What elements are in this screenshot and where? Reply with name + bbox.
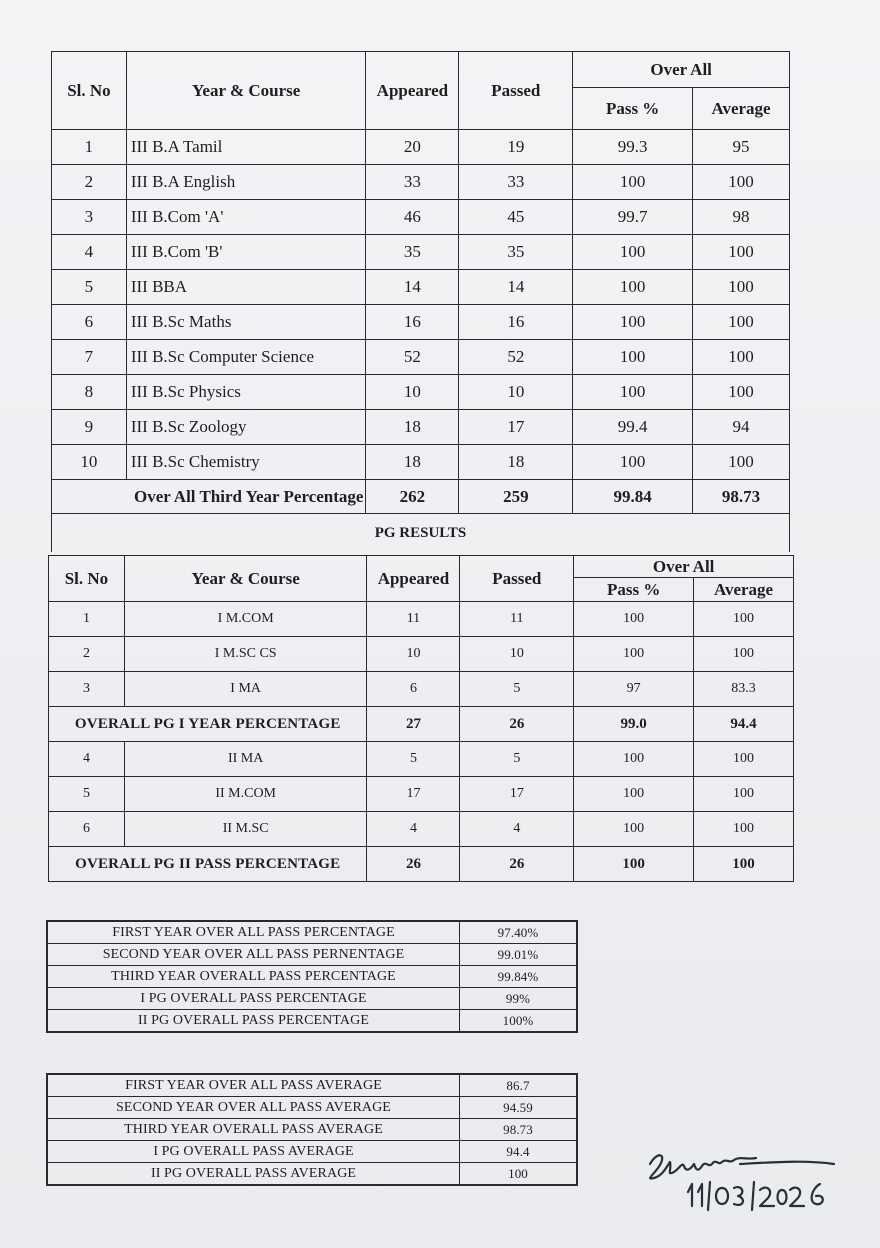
pg-appeared-cell: 10 xyxy=(367,637,460,672)
pg-passed-cell: 4 xyxy=(460,812,574,847)
ug-passed-cell: 19 xyxy=(459,130,573,165)
ug-average-cell: 100 xyxy=(693,340,790,375)
pg-pass-pct-cell: 100 xyxy=(574,777,694,812)
table-row xyxy=(52,200,790,235)
pg-average-cell: 100 xyxy=(694,812,794,847)
ug-course-cell: III B.Sc Zoology xyxy=(126,410,366,445)
table-row xyxy=(49,637,794,672)
ug-pass-pct-cell: 99.3 xyxy=(573,130,693,165)
table-row xyxy=(49,672,794,707)
pg-header-course: Year & Course xyxy=(124,556,367,602)
ug-average-cell: 100 xyxy=(693,270,790,305)
ug-passed-cell: 52 xyxy=(459,340,573,375)
pass-pct-summary-label: FIRST YEAR OVER ALL PASS PERCENTAGE xyxy=(47,921,460,944)
pg-appeared-cell: 6 xyxy=(367,672,460,707)
ug-total-appeared: 262 xyxy=(366,480,459,514)
header-passed: Passed xyxy=(459,52,573,130)
ug-appeared-cell: 18 xyxy=(366,445,459,480)
pass-pct-summary-value: 99% xyxy=(460,988,578,1010)
pass-avg-summary-label: SECOND YEAR OVER ALL PASS AVERAGE xyxy=(47,1097,460,1119)
ug-average-cell: 100 xyxy=(693,445,790,480)
pg2-total-appeared: 26 xyxy=(367,847,460,882)
pass-avg-summary-value: 86.7 xyxy=(460,1074,578,1097)
ug-sl-no-cell: 5 xyxy=(52,270,127,305)
pg-course-cell: II M.COM xyxy=(124,777,367,812)
pg-course-cell: II M.SC xyxy=(124,812,367,847)
pg2-total-row xyxy=(49,847,794,882)
pg-appeared-cell: 11 xyxy=(367,602,460,637)
pg1-total-passed: 26 xyxy=(460,707,574,742)
ug-total-pass-pct: 99.84 xyxy=(573,480,693,514)
ug-course-cell: III BBA xyxy=(126,270,366,305)
ug-passed-cell: 18 xyxy=(459,445,573,480)
ug-passed-cell: 35 xyxy=(459,235,573,270)
table-row xyxy=(49,742,794,777)
ug-pass-pct-cell: 99.4 xyxy=(573,410,693,445)
ug-average-cell: 94 xyxy=(693,410,790,445)
header-average: Average xyxy=(693,88,790,130)
table-row xyxy=(47,988,577,1010)
ug-pass-pct-cell: 100 xyxy=(573,305,693,340)
ug-total-label: Over All Third Year Percentage xyxy=(52,480,366,514)
pass-pct-summary-value: 99.01% xyxy=(460,944,578,966)
pg-passed-cell: 17 xyxy=(460,777,574,812)
ug-appeared-cell: 18 xyxy=(366,410,459,445)
ug-appeared-cell: 52 xyxy=(366,340,459,375)
pass-pct-summary-value: 100% xyxy=(460,1010,578,1033)
ug-appeared-cell: 20 xyxy=(366,130,459,165)
table-row xyxy=(52,165,790,200)
ug-average-cell: 100 xyxy=(693,235,790,270)
ug-average-cell: 98 xyxy=(693,200,790,235)
pg-pass-pct-cell: 100 xyxy=(574,637,694,672)
pg-header-overall: Over All xyxy=(574,556,794,578)
ug-pass-pct-cell: 100 xyxy=(573,165,693,200)
ug-sl-no-cell: 9 xyxy=(52,410,127,445)
pg-header-pass-pct: Pass % xyxy=(574,578,694,602)
pg-header-sl-no: Sl. No xyxy=(49,556,125,602)
pg2-total-pass-pct: 100 xyxy=(574,847,694,882)
pg-sl-no-cell: 5 xyxy=(49,777,125,812)
pass-avg-summary-label: I PG OVERALL PASS AVERAGE xyxy=(47,1141,460,1163)
pg-results-table xyxy=(48,555,794,882)
pg-passed-cell: 5 xyxy=(460,742,574,777)
pg1-total-average: 94.4 xyxy=(694,707,794,742)
table-row xyxy=(47,1119,577,1141)
ug-sl-no-cell: 1 xyxy=(52,130,127,165)
table-row xyxy=(52,130,790,165)
ug-results-table xyxy=(51,51,790,552)
pass-pct-summary-value: 97.40% xyxy=(460,921,578,944)
ug-sl-no-cell: 8 xyxy=(52,375,127,410)
ug-pass-pct-cell: 100 xyxy=(573,270,693,305)
pass-pct-summary-value: 99.84% xyxy=(460,966,578,988)
pg-pass-pct-cell: 100 xyxy=(574,742,694,777)
pass-pct-summary-label: I PG OVERALL PASS PERCENTAGE xyxy=(47,988,460,1010)
ug-course-cell: III B.Com 'A' xyxy=(126,200,366,235)
pg-passed-cell: 11 xyxy=(460,602,574,637)
pg-sl-no-cell: 2 xyxy=(49,637,125,672)
ug-pass-pct-cell: 100 xyxy=(573,375,693,410)
ug-course-cell: III B.Sc Computer Science xyxy=(126,340,366,375)
table-row xyxy=(52,340,790,375)
table-row xyxy=(49,812,794,847)
pg-passed-cell: 5 xyxy=(460,672,574,707)
header-course: Year & Course xyxy=(126,52,366,130)
pg-average-cell: 100 xyxy=(694,602,794,637)
table-row xyxy=(52,410,790,445)
pass-avg-summary-label: FIRST YEAR OVER ALL PASS AVERAGE xyxy=(47,1074,460,1097)
ug-course-cell: III B.Sc Physics xyxy=(126,375,366,410)
pg-sl-no-cell: 3 xyxy=(49,672,125,707)
header-pass-pct: Pass % xyxy=(573,88,693,130)
table-row xyxy=(49,777,794,812)
pg-course-cell: II MA xyxy=(124,742,367,777)
pg1-total-label: OVERALL PG I YEAR PERCENTAGE xyxy=(49,707,367,742)
ug-appeared-cell: 46 xyxy=(366,200,459,235)
pass-avg-summary-value: 94.59 xyxy=(460,1097,578,1119)
ug-sl-no-cell: 6 xyxy=(52,305,127,340)
pg-average-cell: 100 xyxy=(694,742,794,777)
table-row xyxy=(52,375,790,410)
pass-pct-summary-label: II PG OVERALL PASS PERCENTAGE xyxy=(47,1010,460,1033)
pg-header-average: Average xyxy=(694,578,794,602)
ug-course-cell: III B.Sc Chemistry xyxy=(126,445,366,480)
ug-average-cell: 100 xyxy=(693,375,790,410)
pg2-total-label: OVERALL PG II PASS PERCENTAGE xyxy=(49,847,367,882)
pg-pass-pct-cell: 100 xyxy=(574,812,694,847)
table-row xyxy=(52,235,790,270)
ug-appeared-cell: 16 xyxy=(366,305,459,340)
ug-passed-cell: 16 xyxy=(459,305,573,340)
handwritten-signature xyxy=(636,1140,866,1220)
pg-sl-no-cell: 4 xyxy=(49,742,125,777)
table-row xyxy=(47,1163,577,1186)
ug-passed-cell: 17 xyxy=(459,410,573,445)
header-sl-no: Sl. No xyxy=(52,52,127,130)
pass-avg-summary-value: 100 xyxy=(460,1163,578,1186)
ug-sl-no-cell: 10 xyxy=(52,445,127,480)
pg-average-cell: 100 xyxy=(694,637,794,672)
pg2-total-passed: 26 xyxy=(460,847,574,882)
table-row xyxy=(52,270,790,305)
pg1-total-pass-pct: 99.0 xyxy=(574,707,694,742)
table-row xyxy=(52,445,790,480)
table-row xyxy=(47,1010,577,1033)
pass-avg-summary-value: 94.4 xyxy=(460,1141,578,1163)
pass-percentage-summary-table xyxy=(46,920,578,1033)
pg-pass-pct-cell: 97 xyxy=(574,672,694,707)
table-row xyxy=(47,944,577,966)
pass-pct-summary-label: SECOND YEAR OVER ALL PASS PERNENTAGE xyxy=(47,944,460,966)
pass-avg-summary-label: THIRD YEAR OVERALL PASS AVERAGE xyxy=(47,1119,460,1141)
table-row xyxy=(47,921,577,944)
table-row xyxy=(47,966,577,988)
ug-average-cell: 100 xyxy=(693,305,790,340)
ug-course-cell: III B.Com 'B' xyxy=(126,235,366,270)
pg-course-cell: I M.SC CS xyxy=(124,637,367,672)
ug-pass-pct-cell: 100 xyxy=(573,445,693,480)
table-row xyxy=(47,1097,577,1119)
ug-appeared-cell: 14 xyxy=(366,270,459,305)
ug-sl-no-cell: 4 xyxy=(52,235,127,270)
pg-header-passed: Passed xyxy=(460,556,574,602)
ug-pass-pct-cell: 99.7 xyxy=(573,200,693,235)
pg-header-appeared: Appeared xyxy=(367,556,460,602)
pass-avg-summary-label: II PG OVERALL PASS AVERAGE xyxy=(47,1163,460,1186)
table-row xyxy=(52,305,790,340)
ug-appeared-cell: 33 xyxy=(366,165,459,200)
ug-pass-pct-cell: 100 xyxy=(573,340,693,375)
ug-total-row xyxy=(52,480,790,514)
ug-appeared-cell: 10 xyxy=(366,375,459,410)
pg-sl-no-cell: 1 xyxy=(49,602,125,637)
ug-sl-no-cell: 3 xyxy=(52,200,127,235)
ug-total-passed: 259 xyxy=(459,480,573,514)
pg1-total-appeared: 27 xyxy=(367,707,460,742)
ug-passed-cell: 45 xyxy=(459,200,573,235)
pg-appeared-cell: 17 xyxy=(367,777,460,812)
pass-average-summary-table xyxy=(46,1073,578,1186)
ug-total-average: 98.73 xyxy=(693,480,790,514)
header-appeared: Appeared xyxy=(366,52,459,130)
ug-passed-cell: 14 xyxy=(459,270,573,305)
header-overall: Over All xyxy=(573,52,790,88)
ug-passed-cell: 10 xyxy=(459,375,573,410)
ug-course-cell: III B.A English xyxy=(126,165,366,200)
ug-average-cell: 95 xyxy=(693,130,790,165)
pg-sl-no-cell: 6 xyxy=(49,812,125,847)
pg2-total-average: 100 xyxy=(694,847,794,882)
pg-course-cell: I M.COM xyxy=(124,602,367,637)
ug-appeared-cell: 35 xyxy=(366,235,459,270)
pg-course-cell: I MA xyxy=(124,672,367,707)
ug-sl-no-cell: 7 xyxy=(52,340,127,375)
pg-average-cell: 83.3 xyxy=(694,672,794,707)
ug-course-cell: III B.Sc Maths xyxy=(126,305,366,340)
ug-average-cell: 100 xyxy=(693,165,790,200)
pg-pass-pct-cell: 100 xyxy=(574,602,694,637)
ug-passed-cell: 33 xyxy=(459,165,573,200)
table-row xyxy=(47,1074,577,1097)
pass-avg-summary-value: 98.73 xyxy=(460,1119,578,1141)
ug-course-cell: III B.A Tamil xyxy=(126,130,366,165)
ug-sl-no-cell: 2 xyxy=(52,165,127,200)
pg-average-cell: 100 xyxy=(694,777,794,812)
pg-results-title: PG RESULTS xyxy=(52,514,790,553)
table-row xyxy=(49,602,794,637)
table-row xyxy=(47,1141,577,1163)
pass-pct-summary-label: THIRD YEAR OVERALL PASS PERCENTAGE xyxy=(47,966,460,988)
pg-appeared-cell: 4 xyxy=(367,812,460,847)
pg1-total-row xyxy=(49,707,794,742)
pg-passed-cell: 10 xyxy=(460,637,574,672)
pg-appeared-cell: 5 xyxy=(367,742,460,777)
ug-pass-pct-cell: 100 xyxy=(573,235,693,270)
